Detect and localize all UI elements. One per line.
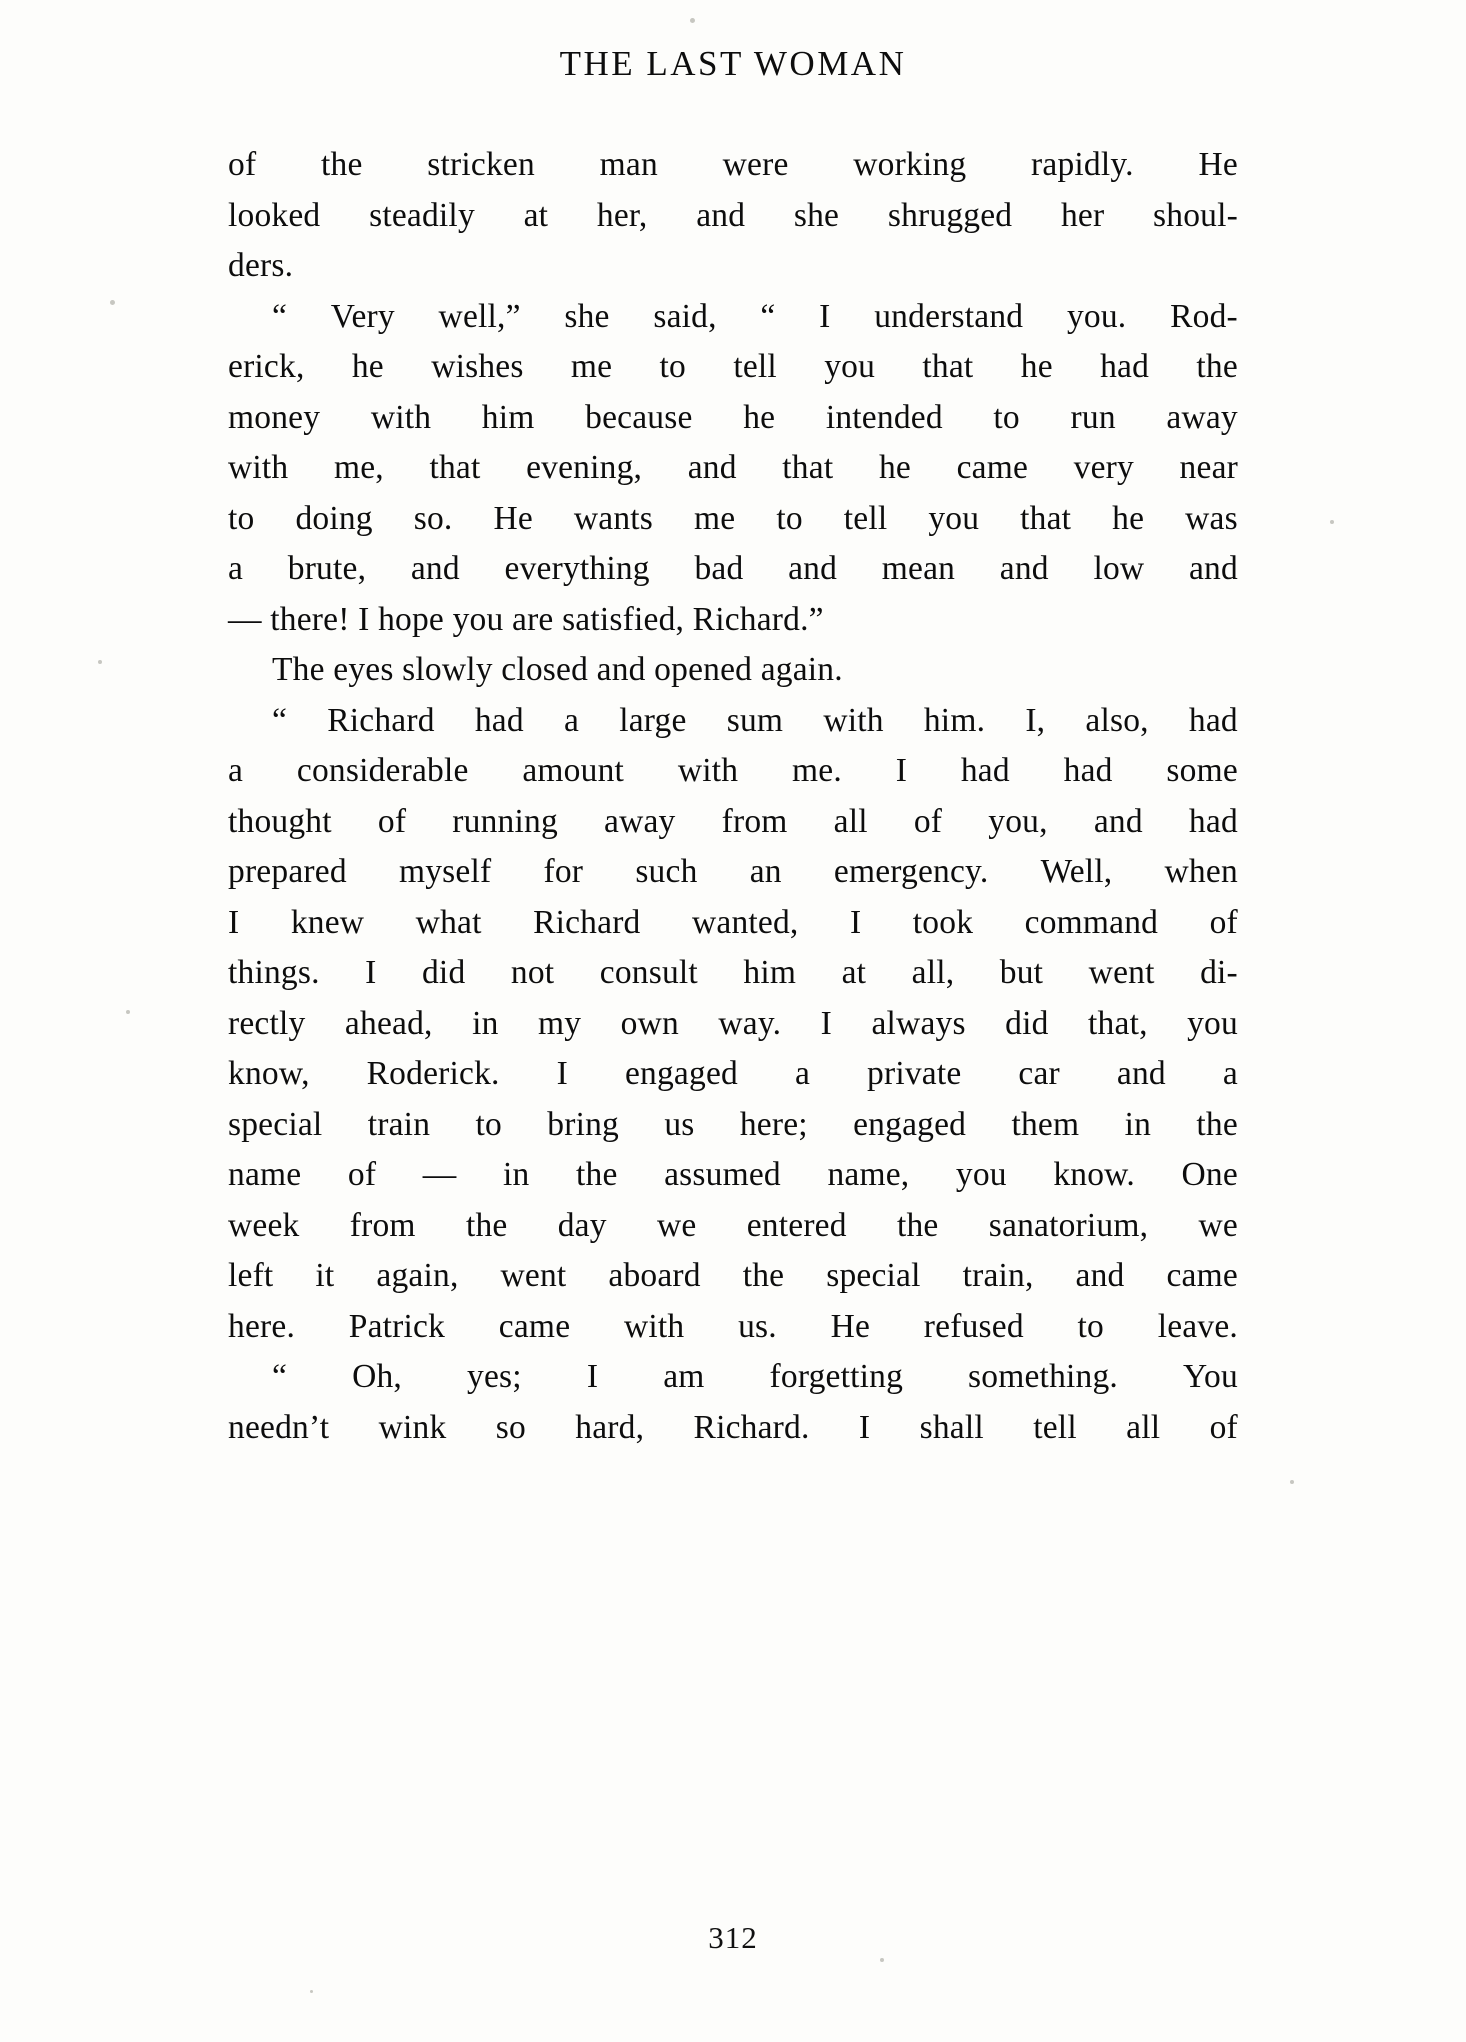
text-line: prepared myself for such an emergency. Well, when xyxy=(228,853,1238,890)
text-line: ders. xyxy=(228,247,294,284)
running-head xyxy=(0,44,1466,84)
text-line: rectly ahead, in my own way. I always did that, you xyxy=(228,1004,1238,1042)
text-line: looked steadily at her, and she shrugged her shoul- xyxy=(228,196,1238,234)
text-line: The eyes slowly closed and opened again. xyxy=(272,651,843,688)
text-line: to doing so. He wants me to tell you that he was xyxy=(228,499,1238,537)
text-line: thought of running away from all of you, and had xyxy=(228,802,1238,840)
scan-speck xyxy=(110,300,115,305)
text-line: money with him because he intended to run away xyxy=(228,398,1238,436)
text-line: left it again, went aboard the special train, and came xyxy=(228,1257,1238,1294)
scan-speck xyxy=(1290,1480,1294,1484)
body-text xyxy=(228,140,1238,1453)
scan-speck xyxy=(98,660,102,664)
paragraph xyxy=(228,1352,1238,1453)
text-line: name of — in the assumed name, you know. One xyxy=(228,1156,1238,1193)
paragraph xyxy=(228,696,1238,1353)
scan-speck xyxy=(690,18,695,23)
page-number xyxy=(0,1920,1466,1956)
text-line: special train to bring us here; engaged them in the xyxy=(228,1105,1238,1143)
text-line: with me, that evening, and that he came very near xyxy=(228,449,1238,486)
running-head-text: THE LAST WOMAN xyxy=(559,44,907,83)
paragraph xyxy=(228,140,1238,292)
paragraph xyxy=(228,292,1238,646)
paragraph xyxy=(228,645,1238,696)
text-line: — there! I hope you are satisfied, Richard.” xyxy=(228,600,824,638)
text-line: needn’t wink so hard, Richard. I shall tell all of xyxy=(228,1408,1238,1446)
text-line: of the stricken man were working rapidly. He xyxy=(228,146,1238,183)
scan-speck xyxy=(880,1958,884,1962)
text-line: here. Patrick came with us. He refused to leave. xyxy=(228,1307,1238,1345)
text-line: week from the day we entered the sanatorium, we xyxy=(228,1206,1238,1244)
text-line: erick, he wishes me to tell you that he had the xyxy=(228,348,1238,385)
page-number-text: 312 xyxy=(708,1920,758,1955)
scan-speck xyxy=(126,1010,130,1014)
text-line: “ Richard had a large sum with him. I, also, had xyxy=(272,701,1238,739)
text-line: a brute, and everything bad and mean and low and xyxy=(228,550,1238,587)
text-line: know, Roderick. I engaged a private car and a xyxy=(228,1055,1238,1092)
text-line: things. I did not consult him at all, but went di- xyxy=(228,954,1238,991)
text-line: “ Oh, yes; I am forgetting something. You xyxy=(272,1358,1238,1395)
scan-speck xyxy=(310,1990,313,1993)
text-line: I knew what Richard wanted, I took command of xyxy=(228,903,1238,941)
text-line: “ Very well,” she said, “ I understand you. Rod- xyxy=(272,297,1238,335)
scan-speck xyxy=(1330,520,1334,524)
text-line: a considerable amount with me. I had had some xyxy=(228,752,1238,789)
